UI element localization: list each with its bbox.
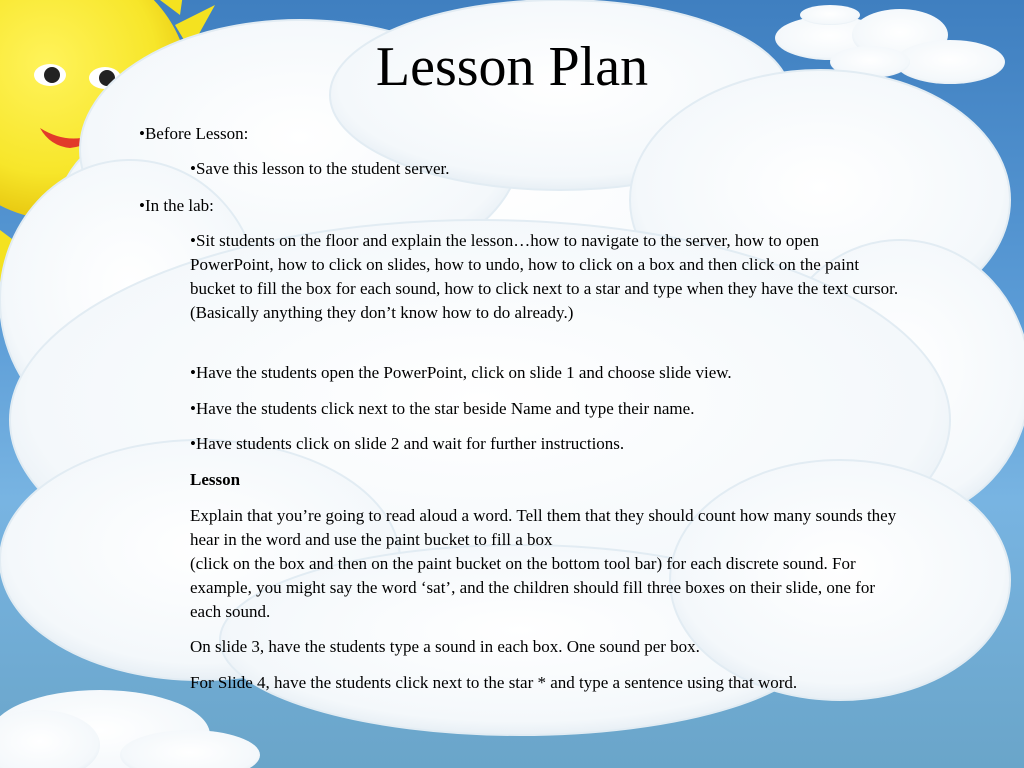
- slide-title: Lesson Plan: [375, 36, 649, 98]
- bullet-open-powerpoint: •Have the students open the PowerPoint, click on slide 1 and choose slide view.: [190, 363, 732, 382]
- paragraph-slide-3: On slide 3, have the students type a sound in each box. One sound per box.: [190, 637, 700, 656]
- bullet-in-the-lab: •In the lab:: [139, 196, 214, 215]
- lesson-heading: Lesson: [190, 470, 241, 489]
- paragraph-click-box: (click on the box and then on the paint bucket on the bottom tool bar) for each discrete sound. For example, you might say the word ‘sat’, and the children should fill three boxes on their slide, one for each sound.: [190, 554, 876, 621]
- bullet-save-lesson: •Save this lesson to the student server.: [190, 159, 450, 178]
- bullet-sit-students: •Sit students on the floor and explain the lesson…how to navigate to the server, how to open PowerPoint, how to click on slides, how to undo, how to click on a box and then click on the paint bucket to fill the box for each sound, how to click next to a star and type when they have the text cursor. (Basically anything they don’t know how to do already.): [190, 231, 899, 322]
- bullet-before-lesson: •Before Lesson:: [139, 124, 249, 143]
- paragraph-slide-4: For Slide 4, have the students click next to the star * and type a sentence using that word.: [190, 673, 798, 692]
- bullet-slide-2: •Have students click on slide 2 and wait for further instructions.: [190, 434, 625, 453]
- paragraph-explain: Explain that you’re going to read aloud a word. Tell them that they should count how many sounds they hear in the word and use the paint bucket to fill a box: [190, 506, 897, 549]
- bullet-type-name: •Have the students click next to the star beside Name and type their name.: [190, 399, 695, 418]
